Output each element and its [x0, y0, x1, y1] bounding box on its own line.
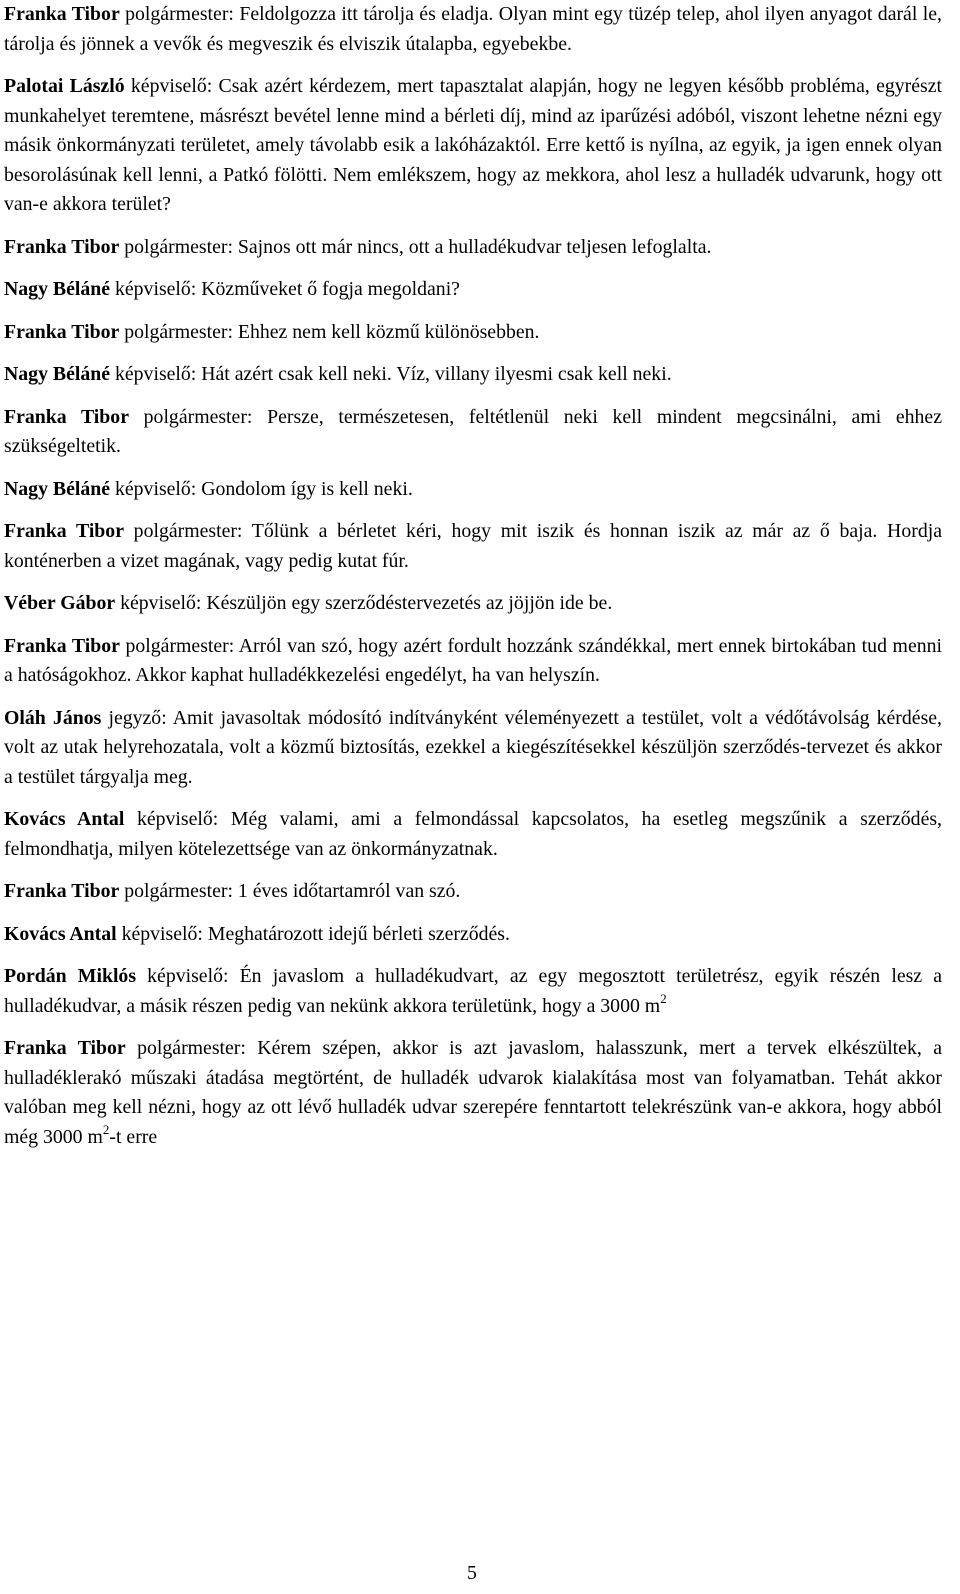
paragraph-text: jegyző: Amit javasoltak módosító indítványként véleményezett a testület, volt a védőtávolság kérdése, volt az utak helyrehozatala, volt a közmű biztosítás, ezekkel a kiegészítésekkel készüljön szerződés-tervezet és akkor a testület tárgyalja meg.	[4, 706, 942, 788]
paragraph-11	[4, 632, 942, 691]
paragraph-5	[4, 318, 942, 348]
speaker-name: Nagy Béláné	[4, 477, 111, 500]
paragraph-text: képviselő: Még valami, ami a felmondással kapcsolatos, ha esetleg megszűnik a szerződés, felmondhatja, milyen kötelezettsége van az önkormányzatnak.	[4, 808, 942, 860]
paragraph-3	[4, 233, 942, 263]
paragraph-1	[4, 0, 942, 59]
document-body	[4, 0, 942, 1165]
speaker-name: Nagy Béláné	[4, 278, 111, 300]
superscript: 2	[660, 990, 667, 1006]
paragraph-text: képviselő: Csak azért kérdezem, mert tapasztalat alapján, hogy ne legyen később probléma, egyrészt munkahelyet teremtene, másrészt bevétel lenne mind a bérleti díj, mind az iparűzési adóból, viszont lehetne nézni egy másik önkormányzati területet, amely távolabb esik a lakóházaktól. Erre kettő is nyílna, az egyik, ja igen ennek olyan besorolásúnak kell lenni, a Patkó fölötti. Nem emlékszem, hogy az mekkora, ahol lesz a hulladék udvarunk, hogy ott van-e akkora terület?	[4, 75, 942, 215]
paragraph-text: képviselő: Készüljön egy szerződéstervezetés az jöjjön ide be.	[115, 592, 613, 614]
paragraph-text: polgármester: Sajnos ott már nincs, ott a hulladékudvar teljesen lefoglalta.	[119, 235, 712, 258]
paragraph-text: képviselő: Én javaslom a hulladékudvart, az egy megosztott területrész, egyik részén lesz a hulladékudvar, a másik részen pedig van nekünk akkora területünk, hogy a 3000 m	[4, 965, 942, 1017]
speaker-name: Kovács Antal	[4, 922, 117, 945]
speaker-name: Franka Tibor	[4, 1037, 126, 1059]
paragraph-14	[4, 877, 942, 907]
paragraph-13	[4, 805, 942, 864]
speaker-name: Franka Tibor	[4, 880, 120, 902]
paragraph-6	[4, 360, 942, 390]
speaker-name: Franka Tibor	[4, 320, 120, 343]
speaker-name: Franka Tibor	[4, 520, 124, 542]
paragraph-10	[4, 589, 942, 619]
speaker-name: Véber Gábor	[4, 592, 116, 614]
paragraph-text: polgármester: Feldolgozza itt tárolja és eladja. Olyan mint egy tüzép telep, ahol ilyen anyagot darál le, tárolja és jönnek a vevők és megveszik és elviszik útalapba, egyebekbe.	[4, 3, 942, 55]
speaker-name: Palotai László	[4, 75, 125, 97]
paragraph-2	[4, 72, 942, 220]
paragraph-text: polgármester: Tőlünk a bérletet kéri, hogy mit iszik és honnan iszik az már az ő baja. Hordja konténerben a vizet magának, vagy pedig kutat fúr.	[4, 520, 942, 572]
paragraph-text: polgármester: 1 éves időtartamról van szó.	[119, 880, 461, 902]
paragraph-text: polgármester: Ehhez nem kell közmű különösebben.	[119, 320, 540, 343]
speaker-name: Oláh János	[4, 706, 102, 729]
speaker-name: Kovács Antal	[4, 808, 125, 830]
speaker-name: Franka Tibor	[4, 634, 120, 657]
paragraph-9	[4, 517, 942, 576]
paragraph-12	[4, 704, 942, 793]
paragraph-text: képviselő: Gondolom így is kell neki.	[110, 477, 413, 500]
paragraph-text-continued: -t erre	[109, 1125, 158, 1148]
speaker-name: Nagy Béláné	[4, 363, 111, 385]
paragraph-text: képviselő: Közműveket ő fogja megoldani?	[110, 278, 460, 300]
paragraph-text: képviselő: Meghatározott idejű bérleti szerződés.	[116, 922, 510, 945]
paragraph-15	[4, 920, 942, 950]
superscript: 2	[102, 1121, 110, 1137]
page-number: 5	[467, 1562, 477, 1584]
paragraph-text: polgármester: Persze, természetesen, feltétlenül neki kell mindent megcsinálni, ami ehhez szükségeltetik.	[4, 405, 942, 457]
speaker-name: Franka Tibor	[4, 3, 120, 25]
paragraph-16	[4, 962, 942, 1021]
paragraph-text: polgármester: Kérem szépen, akkor is azt javaslom, halasszunk, mert a tervek elkészültek, a hulladéklerakó műszaki átadása megtörtént, de hulladék udvarok kialakítása most van folyamatban. Tehát akkor valóban meg kell nézni, hogy az ott lévő hulladék udvar szerepére fenntartott telekrészünk van-e akkora, hogy abból még 3000 m	[4, 1037, 942, 1148]
paragraph-text: képviselő: Hát azért csak kell neki. Víz, villany ilyesmi csak kell neki.	[110, 363, 672, 385]
paragraph-text: polgármester: Arról van szó, hogy azért fordult hozzánk szándékkal, mert ennek birtokában tud menni a hatóságokhoz. Akkor kaphat hulladékkezelési engedélyt, ha van helyszín.	[4, 634, 942, 686]
speaker-name: Pordán Miklós	[4, 965, 137, 987]
paragraph-7	[4, 403, 942, 462]
paragraph-4	[4, 275, 942, 305]
paragraph-8	[4, 475, 942, 505]
speaker-name: Franka Tibor	[4, 235, 120, 258]
speaker-name: Franka Tibor	[4, 405, 129, 428]
paragraph-17	[4, 1034, 942, 1152]
